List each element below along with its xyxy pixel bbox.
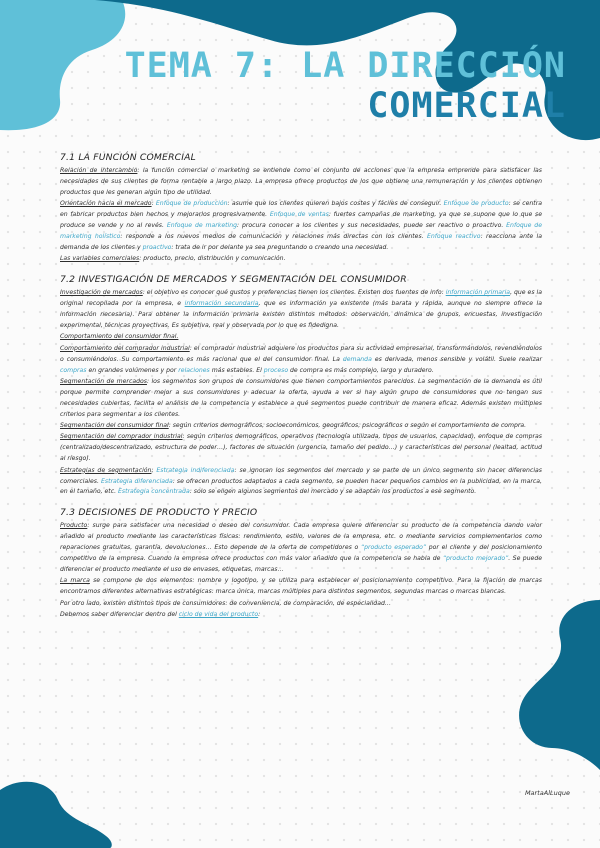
text: : producto, precio, distribución y comunicación. [139, 255, 286, 263]
text: : los segmentos son grupos de consumidores que tienen comportamientos parecidos. La segmentación de la demanda es útil porque permite comprender mejor a sus consumidores y adecuar la oferta, ayuda a ver si hay algún grupo de consumidores que no tengan sus necesidades cubiertas, facilita el análisis de la competencia y establece a qué segmentos puede contribuir de manera eficaz. Además existen múltiples criterios para segmentar a los clientes. [60, 377, 543, 418]
notes-content [60, 152, 542, 630]
paragraph-consumidores [60, 599, 542, 610]
text: más estables. El [209, 366, 264, 374]
text: : reacciona ante la demanda de los clientes y [60, 232, 542, 251]
text: por el cliente y del posicionamiento competitivo de la empresa. Cuando la empresa ofrece productos con más valor añadido que la competencia se habla de [60, 544, 542, 563]
highlight: Enfoque de producción [155, 200, 228, 208]
text: : fuertes campañas de marketing, ya que se supone que lo que se produce se vende y no al revés. [60, 211, 542, 230]
text: se compone de dos elementos: nombre y logotipo, y se utiliza para establecer el posicionamiento competitivo. Para la fijación de marcas encontramos diferentes alternativas estratégicas: marca única, marcas múltiples para distintos segmentos, segundas marcas o marcas blancas. [60, 577, 543, 596]
highlight: información secundaria [184, 300, 259, 308]
text: es derivada, menos sensible y volátil. Suele realizar [371, 355, 542, 363]
text: : el comprador industrial adquiere los productos para su actividad empresarial, transformándolos, revendiéndolos o consumiéndolos. Su comportamiento es más racional que el del consumidor final. La [60, 344, 543, 363]
term: La marca [60, 577, 90, 585]
term: Las variables comerciales [60, 255, 140, 263]
text: : se ofrecen productos adaptados a cada segmento, se pueden hacer pequeños cambios en la publicidad, en la marca, en el tamaño, etc. [60, 477, 543, 496]
term: Relación de intercambio [60, 167, 138, 174]
text: : la función comercial o marketing se entiende como el conjunto de acciones que la empresa emprende para satisfacer las necesidades de sus clientes de forma rentable a largo plazo. La empresa ofrece productos de los que obtiene una remuneración y los clientes obtienen productos que les generan algún tipo de utilidad. [60, 167, 542, 196]
paragraph-consumidor-final [60, 332, 542, 343]
section-title: 7.2 INVESTIGACIÓN DE MERCADOS Y SEGMENTACIÓN DEL CONSUMIDOR [60, 274, 407, 286]
text: : según criterios demográficos, socioeconómicos, geográficos, psicográficos o según el comportamiento de compra. [168, 422, 527, 430]
term: Segmentación del consumidor final [60, 422, 169, 430]
highlight: Enfoque de ventas [269, 211, 329, 219]
paragraph-estrategias [60, 466, 542, 499]
highlight: Enfoque de marketing [166, 222, 238, 230]
title-line-2: COMERCIAL [367, 86, 566, 126]
text: : según criterios demográficos, operativos (tecnología utilizada, tipos de usuarios, capacidad), enfoque de compras (centralizado/descentralizado, estructura de poder…), factores de situación (urgencia, tamaño del pedido…) y características del personal (lealtad, actitud al riesgo). [60, 433, 542, 463]
paragraph-ciclo-vida [60, 610, 542, 621]
text: en grandes volúmenes y por [86, 366, 179, 374]
text: : [258, 611, 261, 619]
text: : el objetivo es conocer qué gustos y preferencias tienen los clientes. Existen dos fuentes de info: [142, 289, 446, 297]
text: : surge para satisfacer una necesidad o deseo del consumidor. Cada empresa quiere diferenciar su producto de la competencia dando valor añadido al producto mediante las características físicas: rendimiento, estilo, valores de la empresa, etc. o mediante servicios complementarios como reparaciones gratuitas, garantía, devoluciones… Esto depende de la oferta de competidores o [60, 522, 542, 552]
paragraph-investigacion [60, 288, 542, 332]
highlight: Enfoque reactivo [426, 232, 481, 240]
paragraph-relacion-intercambio [60, 166, 542, 199]
highlight: demanda [342, 355, 372, 363]
paragraph-variables [60, 254, 542, 265]
term: Estrategias de segmentación [60, 466, 152, 474]
text: , que es la original recopilada por la empresa, e [60, 289, 542, 308]
paragraph-segmentacion-consumidor [60, 421, 542, 432]
highlight: “producto mejorado” [442, 555, 509, 563]
paragraph-orientacion-mercado [60, 199, 542, 254]
section-funcion-comercial [60, 152, 542, 265]
highlight: proactivo [142, 243, 172, 251]
highlight: Enfoque de producto [443, 200, 509, 208]
highlight: ciclo de vida del producto [178, 611, 259, 619]
paragraph-segmentacion-mercados [60, 377, 542, 421]
highlight: Enfoque de marketing holístico [60, 222, 542, 240]
text: : [151, 466, 157, 474]
highlight: información primaria [445, 289, 511, 297]
text: : se centra en fabricar productos bien hechos y mejorarlos progresivamente. [60, 200, 542, 219]
term: Producto [60, 522, 88, 530]
page-title [125, 46, 566, 126]
top-left-blob [0, 0, 125, 130]
paragraph-producto [60, 521, 542, 576]
text: Por otro lado, existen distintos tipos de consumidores: de conveniencia, de comparación, de especialidad… [60, 599, 392, 607]
section-title: 7.3 DECISIONES DE PRODUCTO Y PRECIO [60, 507, 258, 519]
section-producto-precio [60, 507, 542, 621]
title-line-1: TEMA 7: LA DIRECCIÓN [124, 46, 566, 86]
paragraph-marca [60, 576, 542, 598]
highlight: Estrategia diferenciada [101, 477, 173, 485]
paragraph-comprador-industrial [60, 344, 542, 377]
author-signature: MartaAlLuque [524, 789, 570, 797]
section-investigacion-mercados [60, 274, 542, 498]
highlight: Estrategia concentrada [118, 488, 190, 496]
text: Debemos saber diferenciar dentro del [60, 611, 179, 619]
text: : [151, 200, 156, 208]
text: , que es información ya existente (más barata y rápida, aunque no siempre ofrece la información necesaria). Para obtener la información primaria existen distintos métodos: observación, dinámica de grupos, encuestas, investigación experimental, técnicas proyectivas. Es subjetiva, real y observada por lo que es fidedigna. [60, 300, 542, 329]
text: : se ignoran los segmentos del mercado y se parte de un único segmento sin hacer diferencias comerciales. [60, 466, 542, 485]
bottom-left-blob [0, 782, 112, 848]
section-title: 7.1 LA FUNCIÓN COMERCIAL [60, 152, 196, 163]
term: Orientación hacia el mercado [60, 200, 152, 208]
highlight: Estrategia indiferenciada [156, 466, 235, 474]
text: : asume que los clientes quieren bajos costes y fáciles de conseguir. [227, 200, 444, 208]
paragraph-segmentacion-industrial [60, 432, 542, 465]
term: Segmentación del comprador industrial [60, 433, 183, 441]
term: Comportamiento del consumidor final. [60, 333, 179, 341]
text: : solo se eligen algunos segmentos del mercado y se adaptan los productos a ese segmento. [189, 488, 477, 496]
text: : procura conocer a los clientes y sus necesidades, puede ser reactivo o proactivo. [237, 222, 507, 230]
text: : responde a los nuevos medios de comunicación y relaciones más directas con los clientes. [120, 232, 427, 240]
term: Investigación de mercados [60, 289, 143, 297]
text: de compra es más complejo, largo y duradero. [288, 366, 434, 374]
term: Segmentación de mercados [60, 377, 147, 385]
text: : trata de ir por delante ya sea preguntando o creando una necesidad. [171, 243, 389, 251]
highlight: relaciones [178, 366, 210, 374]
term: Comportamiento del comprador industrial [60, 344, 190, 352]
highlight: proceso [263, 366, 289, 374]
highlight: “producto esperado” [360, 544, 427, 552]
text: . Se puede diferenciar el producto mediante el uso de envases, etiquetas, marcas… [60, 555, 543, 573]
highlight: compras [60, 366, 87, 374]
